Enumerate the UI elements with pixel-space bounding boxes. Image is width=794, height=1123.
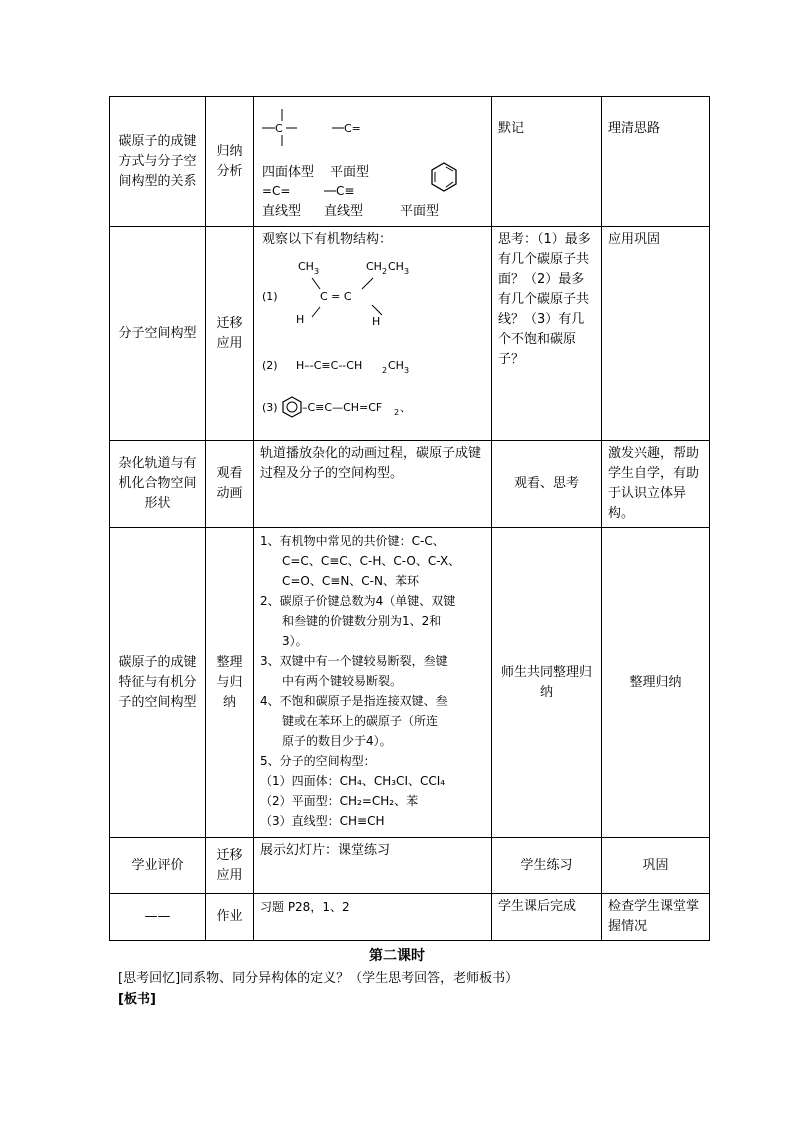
tetrahedral-label: 四面体型 (262, 165, 315, 180)
list-item: （1）四面体：CH₄、CH₃CI、CCI₄ (260, 774, 446, 788)
list-item: C=C、C≡C、C-H、C-O、C-X、 (282, 554, 461, 568)
list-item: 键或在苯环上的碳原子（所连 (282, 714, 439, 728)
benzene-ring-icon (283, 397, 301, 417)
board-label: [板书] (118, 992, 156, 1007)
table-row (110, 97, 710, 227)
student-activity-cell: 观看、思考 (492, 441, 602, 528)
svg-text:(2): (2) (262, 359, 278, 372)
design-intent-cell: 整理归纳 (602, 528, 710, 838)
svg-text:(1): (1) (262, 290, 278, 303)
topic-cell: 碳原子的成键特征与有机分子的空间构型 (110, 528, 206, 838)
svg-text:H–-C≡C--CH: H–-C≡C--CH (296, 359, 363, 372)
planar-label-2: 平面型 (400, 204, 440, 219)
svg-text:2: 2 (382, 366, 388, 375)
double-eq-label: =C= (262, 184, 291, 198)
design-intent-cell: 激发兴趣，帮助学生自学，有助于认识立体异构。 (602, 441, 710, 528)
content-cell: 轨道播放杂化的动画过程，碳原子成键过程及分子的空间构型。 (254, 441, 492, 528)
thinking-prompt: [思考回忆]同系物、同分异构体的定义？（学生思考回答，老师板书） (118, 971, 519, 986)
list-item: C=O、C≡N、C-N、苯环 (282, 574, 419, 588)
topic-cell: 学业评价 (110, 838, 206, 894)
table-row (110, 528, 710, 838)
topic-cell: 杂化轨道与有机化合物空间形状 (110, 441, 206, 528)
summary-list-cell (254, 528, 492, 838)
design-intent-cell: 应用巩固 (602, 227, 710, 441)
topic-cell: 分子空间构型 (110, 227, 206, 441)
svg-text:–C≡C—CH=CF: –C≡C—CH=CF (302, 401, 383, 414)
list-item: 原子的数目少于4）。 (282, 734, 392, 748)
list-item: 4、不饱和碳原子是指连接双键、叁 (260, 694, 448, 708)
table-row (110, 838, 710, 894)
svg-text:H: H (372, 315, 381, 328)
table-row (110, 441, 710, 528)
student-activity-cell: 学生练习 (492, 838, 602, 894)
student-activity-cell: 师生共同整理归纳 (492, 528, 602, 838)
section-title: 第二课时 (369, 948, 425, 964)
svg-text:2: 2 (382, 267, 388, 276)
svg-text:CH: CH (366, 260, 382, 273)
topic-cell: —— (110, 894, 206, 941)
bonding-structures-figure (254, 97, 490, 219)
list-item: 5、分子的空间构型： (260, 754, 376, 768)
content-cell: 习题 P28，1、2 (254, 894, 492, 941)
atom-c-label: C (275, 122, 283, 135)
table-row (110, 894, 710, 941)
design-intent-cell: 巩固 (602, 838, 710, 894)
benzene-ring-icon (432, 163, 456, 191)
table-row (110, 227, 710, 441)
list-item: 2、碳原子价键总数为4（单键、双键 (260, 594, 456, 608)
list-item: 3、双键中有一个键较易断裂，叁键 (260, 654, 448, 668)
linear-label-2: 直线型 (324, 204, 364, 219)
svg-text:CH: CH (388, 260, 404, 273)
list-item: （3）直线型：CH≡CH (260, 814, 385, 828)
lesson-table (109, 96, 710, 941)
method-cell: 归纳分析 (206, 97, 254, 227)
list-item: （2）平面型：CH₂=CH₂、苯 (260, 794, 419, 808)
svg-text:H: H (296, 313, 305, 326)
linear-label-1: 直线型 (262, 204, 302, 219)
svg-text:CH: CH (298, 260, 314, 273)
svg-text:3: 3 (404, 267, 410, 276)
method-cell: 整理与归纳 (206, 528, 254, 838)
method-cell: 观看动画 (206, 441, 254, 528)
method-cell: 作业 (206, 894, 254, 941)
structure-cell (254, 97, 492, 227)
list-item: 1、有机物中常见的共价键：C-C、 (260, 534, 445, 548)
student-activity-cell: 学生课后完成 (492, 894, 602, 941)
svg-text:CH: CH (388, 359, 404, 372)
svg-text:C = C: C = C (320, 290, 352, 303)
molecule-structures-figure (254, 227, 490, 433)
svg-text:3: 3 (314, 267, 320, 276)
list-item: 中有两个键较易断裂。 (282, 674, 403, 688)
list-item: 和叁键的价键数分别为1、2和 (282, 614, 442, 628)
design-intent-cell: 检查学生课堂掌握情况 (602, 894, 710, 941)
planar-label: 平面型 (330, 165, 370, 180)
svg-text:3: 3 (404, 366, 410, 375)
c-double-label: C= (344, 122, 361, 135)
topic-cell: 碳原子的成键方式与分子空间构型的关系 (110, 97, 206, 227)
student-activity-cell: 思考：（1）最多有几个碳原子共面？（2）最多有几个碳原子共线？（3）有几个不饱和碳原子？ (492, 227, 602, 441)
design-intent-cell: 理清思路 (602, 97, 710, 227)
list-item: 3）。 (282, 634, 308, 648)
method-cell: 迁移应用 (206, 838, 254, 894)
triple-label: C≡ (336, 184, 355, 198)
method-cell: 迁移应用 (206, 227, 254, 441)
structure-cell (254, 227, 492, 441)
student-activity-cell: 默记 (492, 97, 602, 227)
svg-text:(3): (3) (262, 401, 278, 414)
observe-text: 观察以下有机物结构： (262, 232, 393, 247)
svg-text:、: 、 (400, 401, 411, 414)
svg-text:2: 2 (394, 408, 400, 417)
content-cell: 展示幻灯片：课堂练习 (254, 838, 492, 894)
